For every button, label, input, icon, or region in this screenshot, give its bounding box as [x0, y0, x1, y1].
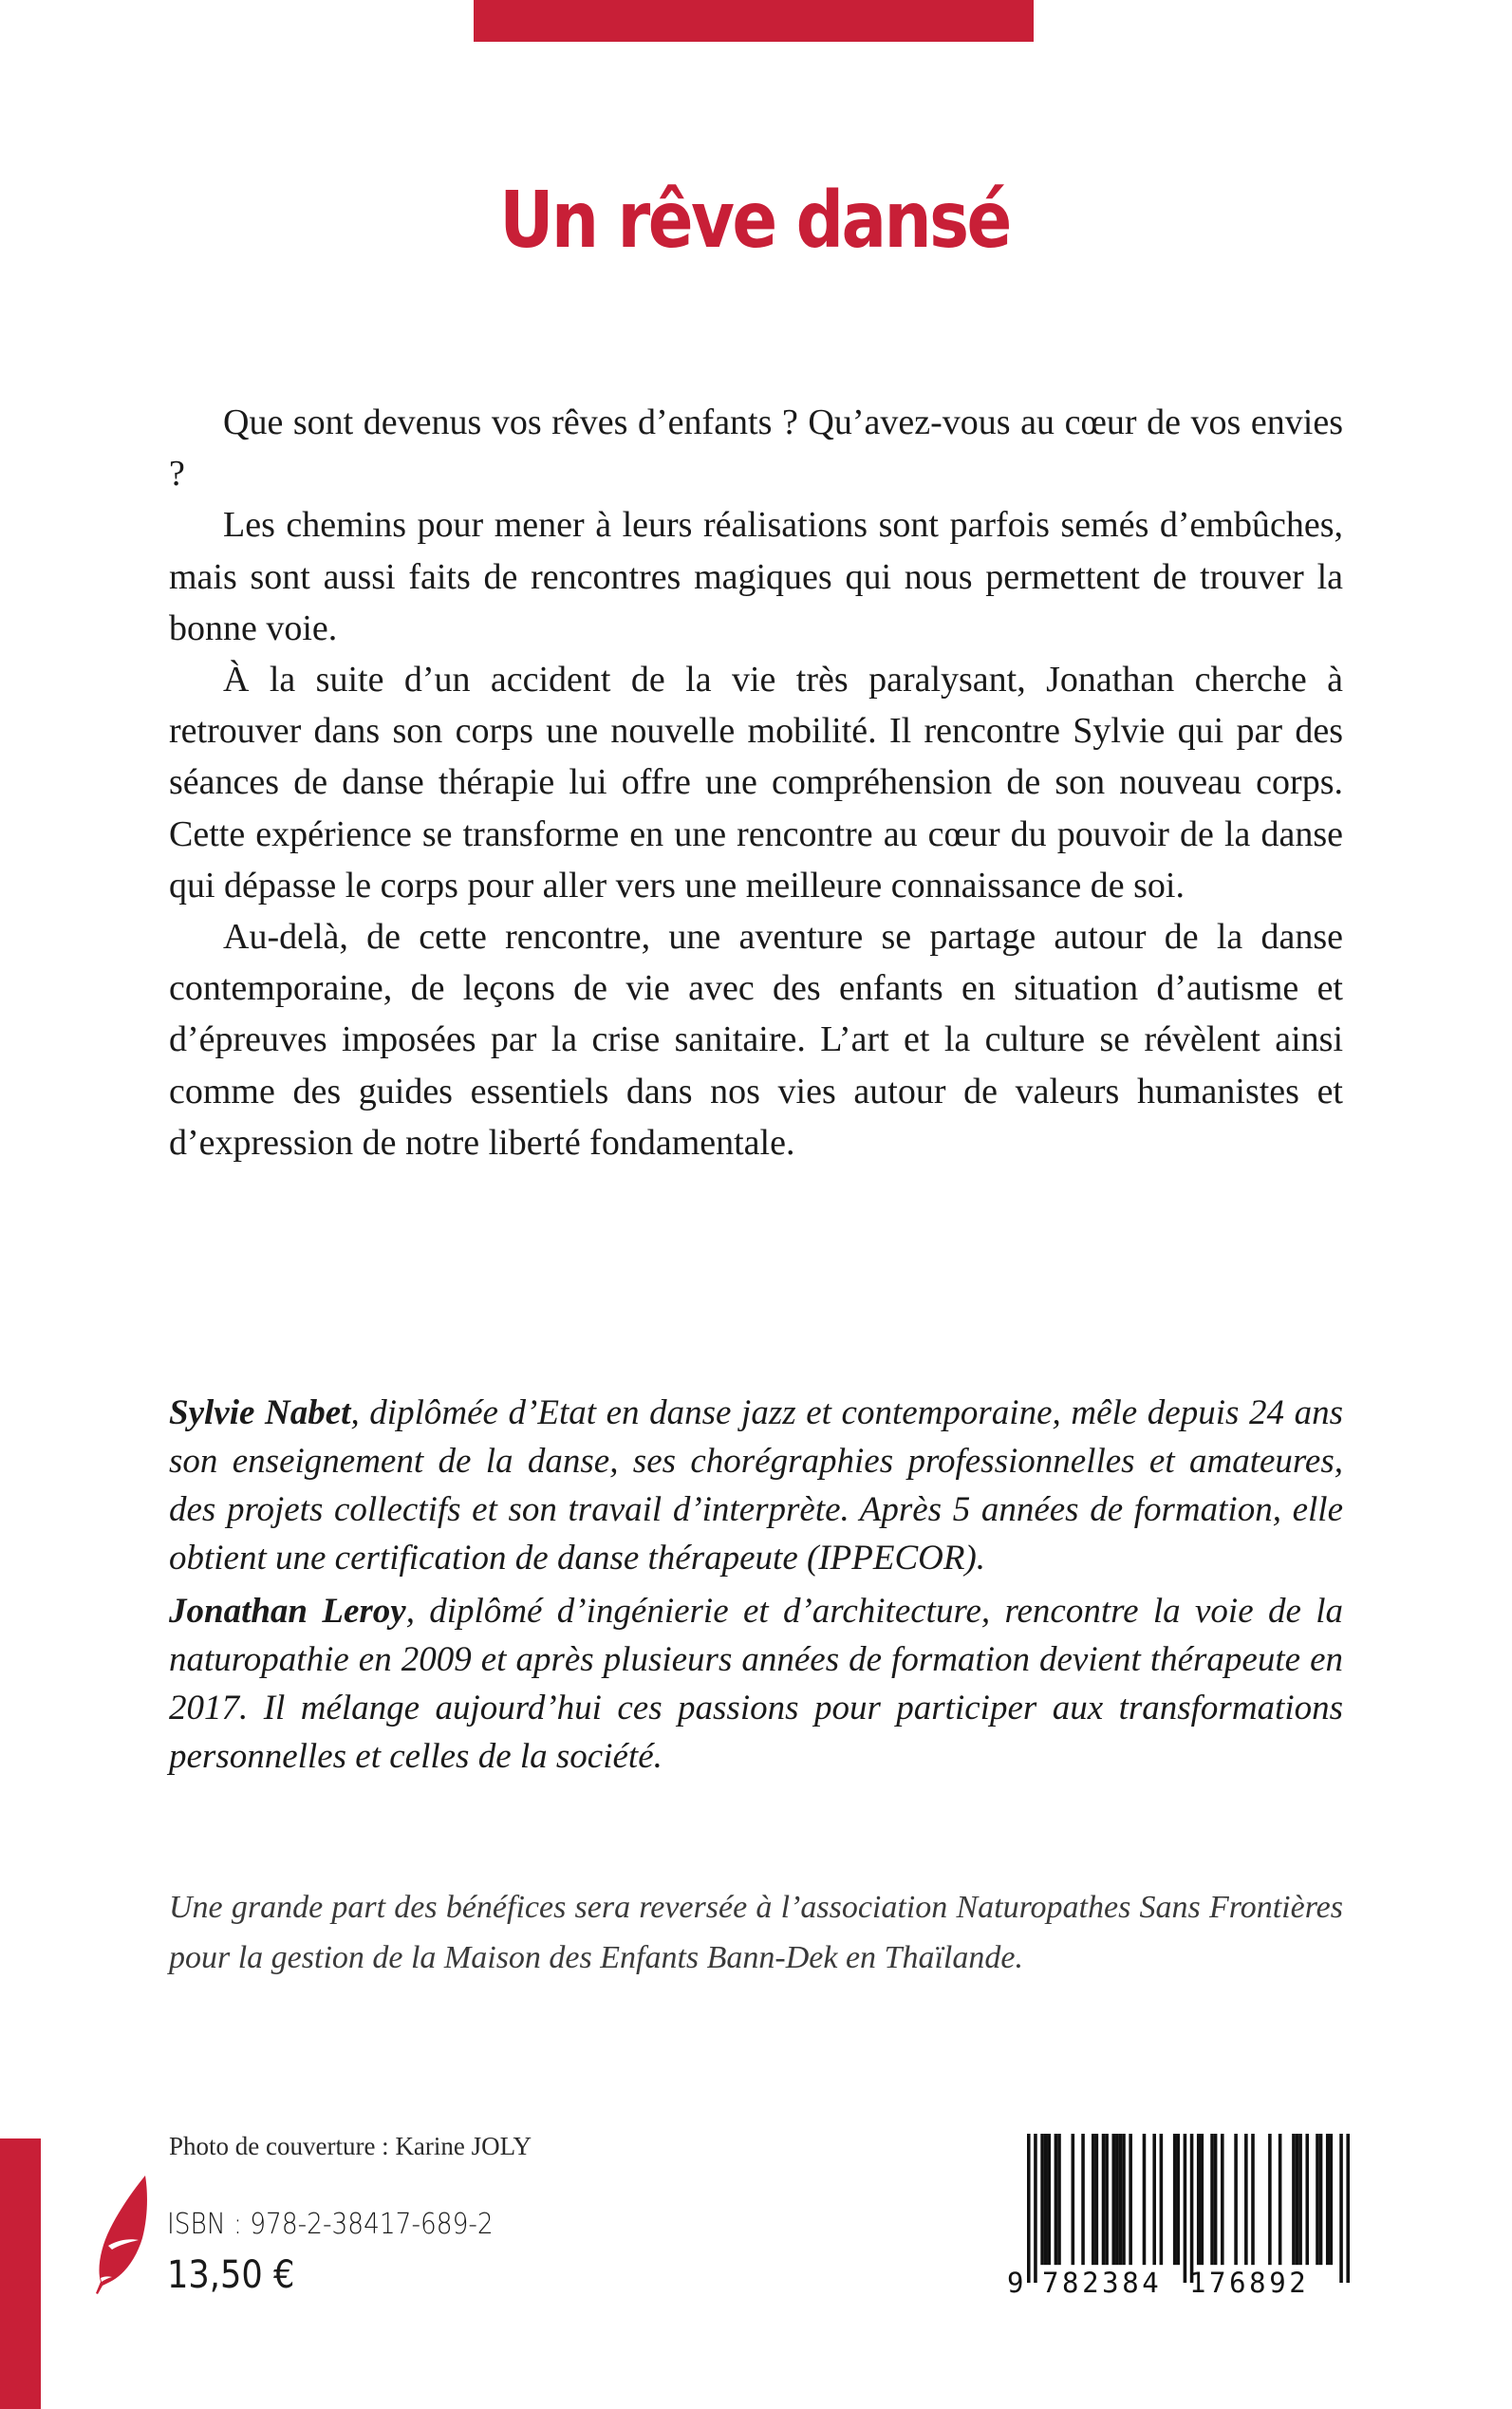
barcode-bars: [1027, 2134, 1350, 2283]
spine-accent-bar: [0, 2138, 41, 2409]
author-bios: [169, 1389, 1343, 1785]
top-accent-bar: [474, 0, 1034, 42]
book-title: Un rêve dansé: [499, 176, 1010, 266]
blurb-paragraph: Au-delà, de cette rencontre, une aventure se partage autour de la danse contemporaine, de leçons de vie avec des enfants en situation d’autisme et d’épreuves imposées par la crise sanitaire. L’art et la culture se révèlent ainsi comme des guides essentiels dans nos vies autour de valeurs humanistes et d’expression de notre liberté fondamentale.: [169, 917, 1343, 1163]
author-bio-text: , diplômé d’ingénierie et d’architecture, rencontre la voie de la naturopathie en 2009 et après plusieurs années de formation devient thérapeute en 2017. Il mélange aujourd’hui ces passions pour participer aux transformations personnelles et celles de la société.: [169, 1592, 1343, 1776]
price: 13,50 €: [167, 2253, 295, 2297]
feather-icon: [93, 2174, 150, 2295]
author-name: Jonathan Leroy: [169, 1592, 406, 1631]
barcode: [997, 2130, 1357, 2306]
book-blurb: [169, 397, 1343, 1168]
barcode-digits-right: 176892: [1189, 2267, 1310, 2299]
donation-note: Une grande part des bénéfices sera reversée à l’association Naturopathes Sans Frontières pour la gestion de la Maison des Enfants Bann-Dek en Thaïlande.: [169, 1890, 1343, 1975]
barcode-digits-left: 782384: [1042, 2267, 1163, 2299]
blurb-paragraph: À la suite d’un accident de la vie très paralysant, Jonathan cherche à retrouver dans son corps une nouvelle mobilité. Il rencontre Sylvie qui par des séances de danse thérapie lui offre une compréhension de son nouveau corps. Cette expérience se transforme en une rencontre au cœur du pouvoir de la danse qui dépasse le corps pour aller vers une meilleure connaissance de soi.: [169, 660, 1343, 906]
author-bio: [169, 1389, 1343, 1582]
barcode-digit-first: 9: [1007, 2267, 1024, 2299]
author-bio-text: , diplômée d’Etat en danse jazz et contemporaine, mêle depuis 24 ans son enseignement de la danse, ses chorégraphies professionnelles et amateures, des projets collectifs et son travail d’interprète. Après 5 années de formation, elle obtient une certification de danse thérapeute (IPPECOR).: [169, 1393, 1344, 1578]
photo-credit: Photo de couverture : Karine JOLY: [169, 2132, 532, 2160]
isbn: ISBN : 978-2-38417-689-2: [167, 2208, 494, 2241]
blurb-paragraph: Les chemins pour mener à leurs réalisations sont parfois semés d’embûches, mais sont aussi faits de rencontres magiques qui nous permettent de trouver la bonne voie.: [169, 505, 1343, 648]
author-bio: [169, 1587, 1343, 1781]
blurb-paragraph: Que sont devenus vos rêves d’enfants ? Qu’avez-vous au cœur de vos envies ?: [169, 402, 1343, 495]
author-name: Sylvie Nabet: [169, 1393, 351, 1432]
